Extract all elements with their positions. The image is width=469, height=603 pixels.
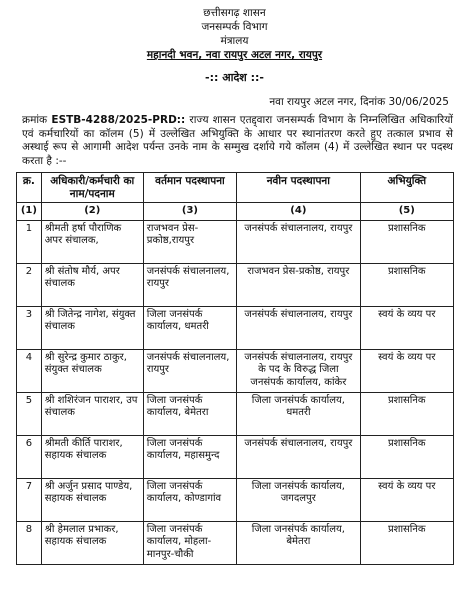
order-reference: ESTB-4288/2025-PRD:: (51, 114, 186, 126)
intro-paragraph (22, 114, 453, 168)
cell-sn: 4 (17, 349, 42, 392)
ministry-name: मंत्रालय (220, 35, 249, 47)
col-num-3: (3) (143, 203, 236, 221)
col-num-5: (5) (360, 203, 453, 221)
cell-remark: प्रशासनिक (360, 392, 453, 435)
table-row (17, 220, 454, 263)
cell-new: जिला जनसंपर्क कार्यालय, धमतरी (237, 392, 360, 435)
header-remark: अभियुक्ति (360, 173, 453, 203)
cell-new: जनसंपर्क संचालनालय, रायपुर (237, 220, 360, 263)
cell-current: जिला जनसंपर्क कार्यालय, कोण्डागांव (143, 478, 236, 521)
order-number-prefix: क्रमांक (22, 114, 48, 126)
cell-name: श्रीमती हर्षा पौराणिक अपर संचालक, (41, 220, 143, 263)
date-line: नवा रायपुर अटल नगर, दिनांक 30/06/2025 (269, 96, 449, 108)
table-header-row (17, 173, 454, 203)
cell-current: जिला जनसंपर्क कार्यालय, महासमुन्द (143, 435, 236, 478)
cell-sn: 3 (17, 306, 42, 349)
cell-sn: 7 (17, 478, 42, 521)
cell-remark: प्रशासनिक (360, 263, 453, 306)
cell-name: श्री अर्जुन प्रसाद पाण्डेय, सहायक संचालक (41, 478, 143, 521)
cell-new: जिला जनसंपर्क कार्यालय, जगदलपुर (237, 478, 360, 521)
cell-new: राजभवन प्रेस-प्रकोष्ठ, रायपुर (237, 263, 360, 306)
cell-remark: प्रशासनिक (360, 521, 453, 564)
cell-current: जनसंपर्क संचालनालय, रायपुर (143, 349, 236, 392)
cell-name: श्री हेमलाल प्रभाकर, सहायक संचालक (41, 521, 143, 564)
cell-sn: 1 (17, 220, 42, 263)
cell-new: जनसंपर्क संचालनालय, रायपुर (237, 306, 360, 349)
cell-remark: प्रशासनिक (360, 435, 453, 478)
cell-current: जनसंपर्क संचालनालय, रायपुर (143, 263, 236, 306)
header-name: अधिकारी/कर्मचारी का नाम/पदनाम (41, 173, 143, 203)
cell-name: श्री जितेन्द्र नागेश, संयुक्त संचालक (41, 306, 143, 349)
cell-current: जिला जनसंपर्क कार्यालय, मोहला-मानपुर-चौकी (143, 521, 236, 564)
cell-sn: 6 (17, 435, 42, 478)
cell-new: जनसंपर्क संचालनालय, रायपुर (237, 435, 360, 478)
cell-sn: 8 (17, 521, 42, 564)
cell-remark: प्रशासनिक (360, 220, 453, 263)
table-row (17, 392, 454, 435)
col-num-2: (2) (41, 203, 143, 221)
letterhead (0, 0, 469, 62)
cell-current: जिला जनसंपर्क कार्यालय, धमतरी (143, 306, 236, 349)
cell-remark: स्वयं के व्यय पर (360, 478, 453, 521)
cell-sn: 2 (17, 263, 42, 306)
cell-name: श्री शशिरंजन पाराशर, उप संचालक (41, 392, 143, 435)
header-new: नवीन पदस्थापना (237, 173, 360, 203)
column-number-row (17, 203, 454, 221)
col-num-1: (1) (17, 203, 42, 221)
header-sn: क्र. (17, 173, 42, 203)
govt-name: छत्तीसगढ़ शासन (203, 7, 266, 19)
cell-new: जनसंपर्क संचालनालय, रायपुर के पद के विरुद्ध जिला जनसंपर्क कार्यालय, कांकेर (237, 349, 360, 392)
table-row (17, 306, 454, 349)
header-current: वर्तमान पदस्थापना (143, 173, 236, 203)
cell-remark: स्वयं के व्यय पर (360, 306, 453, 349)
intro-body: राज्य शासन एतद्द्वारा जनसम्पर्क विभाग के निम्नलिखित अधिकारियों एवं कर्मचारियों का कॉलम (5) में उल्लेखित अभियुक्ति के आधार पर स्थानांतरण करते हुए तत्काल प्रभाव से अस्थाई रूप से आगामी आदेश पर्यन्त उनके नाम के सम्मुख दर्शाये गये कॉलम (4) में उल्लेखित स्थान पर पदस्थ करता है :-- (22, 114, 454, 167)
department-name: जनसम्पर्क विभाग (201, 21, 268, 33)
address: महानदी भवन, नवा रायपुर अटल नगर, रायपुर (146, 49, 323, 61)
transfer-table (16, 172, 454, 565)
col-num-4: (4) (237, 203, 360, 221)
cell-name: श्री संतोष मौर्य, अपर संचालक (41, 263, 143, 306)
table-row (17, 435, 454, 478)
cell-new: जिला जनसंपर्क कार्यालय, बेमेतरा (237, 521, 360, 564)
order-title: -:: आदेश ::- (205, 71, 264, 84)
table-row (17, 478, 454, 521)
table-row (17, 263, 454, 306)
cell-current: जिला जनसंपर्क कार्यालय, बेमेतरा (143, 392, 236, 435)
cell-name: श्री सुरेन्द्र कुमार ठाकुर, संयुक्त संचालक (41, 349, 143, 392)
table-row (17, 521, 454, 564)
cell-remark: स्वयं के व्यय पर (360, 349, 453, 392)
cell-sn: 5 (17, 392, 42, 435)
table-row (17, 349, 454, 392)
cell-name: श्रीमती कीर्ति पाराशर, सहायक संचालक (41, 435, 143, 478)
cell-current: राजभवन प्रेस-प्रकोष्ठ,रायपुर (143, 220, 236, 263)
